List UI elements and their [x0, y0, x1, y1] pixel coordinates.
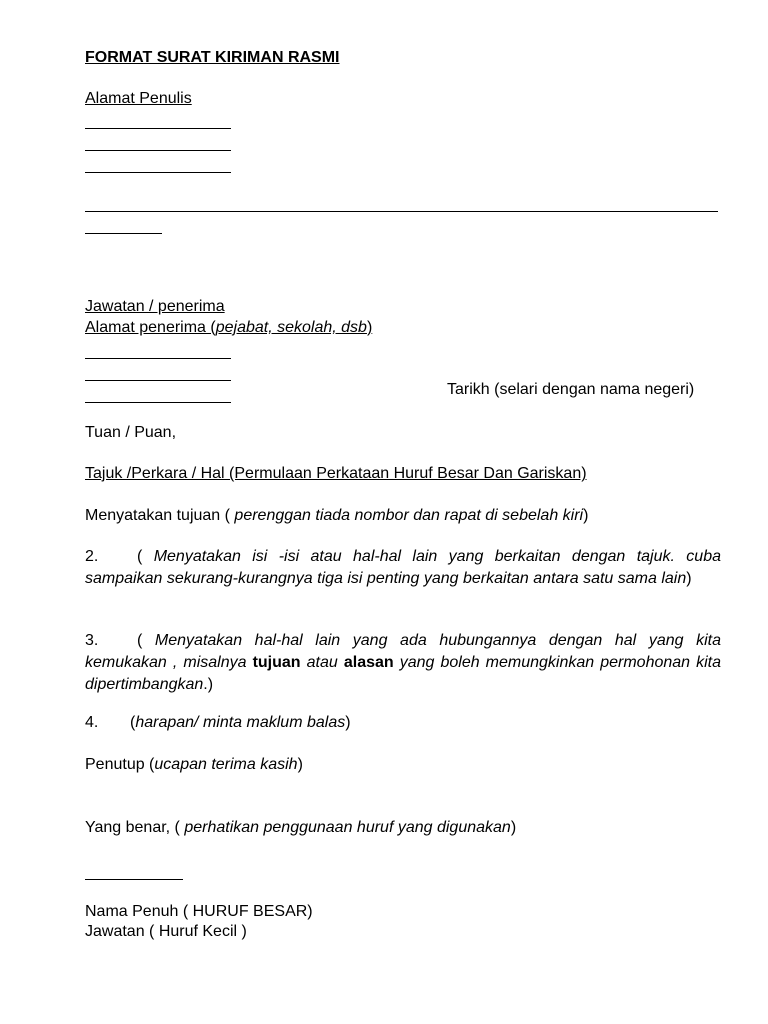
paragraph-1: Menyatakan tujuan ( perenggan tiada nombor dan rapat di sebelah kiri) [85, 507, 589, 524]
signature-line [85, 879, 183, 880]
paragraph-3: 3. ( Menyatakan hal-hal lain yang ada hubungannya dengan hal yang kita kemukakan , misalnya tujuan atau alasan yang boleh memungkinkan permohonan kita dipertimbangkan.) [85, 632, 722, 693]
date-note: Tarikh (selari dengan nama negeri) [447, 381, 695, 398]
sign-off: Yang benar, ( perhatikan penggunaan huruf yang digunakan) [85, 819, 517, 836]
recipient-address-line-1 [85, 358, 231, 359]
writer-address-line-3 [85, 172, 231, 173]
separator-line [85, 211, 718, 212]
page-title: FORMAT SURAT KIRIMAN RASMI [85, 49, 340, 66]
recipient-address-line-3 [85, 402, 231, 403]
full-name-label: Nama Penuh ( HURUF BESAR) [85, 903, 313, 920]
subject-line: Tajuk /Perkara / Hal (Permulaan Perkataan Huruf Besar Dan Gariskan) [85, 465, 587, 482]
recipient-address-label: Alamat penerima (pejabat, sekolah, dsb) [85, 319, 373, 336]
writer-address-line-2 [85, 150, 231, 151]
closing-paragraph: Penutup (ucapan terima kasih) [85, 756, 303, 773]
position-label: Jawatan ( Huruf Kecil ) [85, 923, 247, 940]
recipient-address-line-2 [85, 380, 231, 381]
writer-address-line-1 [85, 128, 231, 129]
paragraph-4: 4. (harapan/ minta maklum balas) [85, 714, 351, 731]
salutation: Tuan / Puan, [85, 424, 177, 441]
recipient-position: Jawatan / penerima [85, 298, 225, 315]
paragraph-2: 2. ( Menyatakan isi -isi atau hal-hal lain yang berkaitan dengan tajuk. cuba sampaikan sekurang-kurangnya tiga isi penting yang berkaitan antara satu sama lain) [85, 548, 721, 587]
writer-address-label: Alamat Penulis [85, 90, 192, 107]
separator-line-continuation [85, 233, 162, 234]
